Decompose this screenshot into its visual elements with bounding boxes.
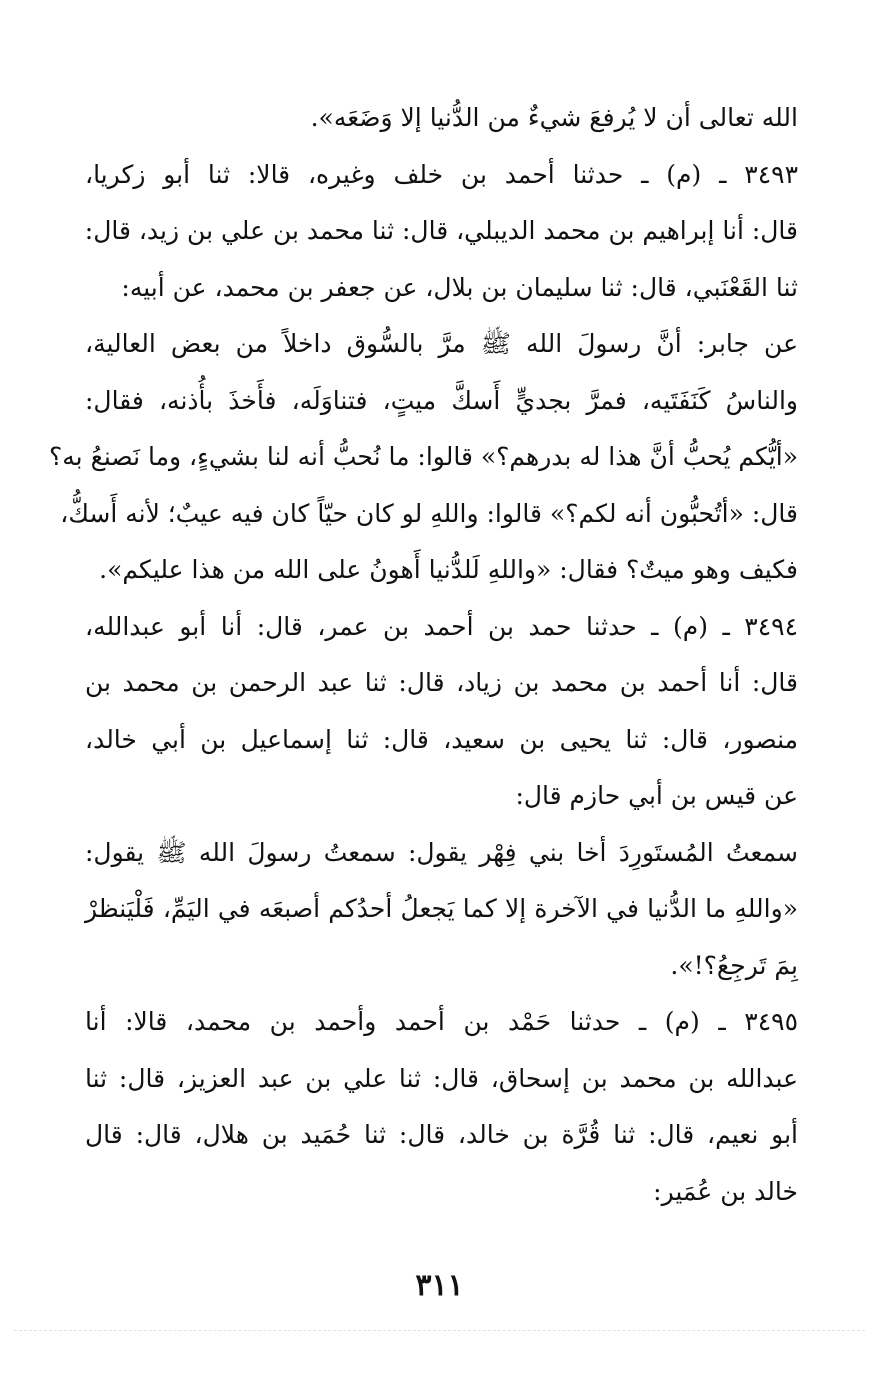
text-line: منصور، قال: ثنا يحيى بن سعيد، قال: ثنا إسماعيل بن أبي خالد، (85, 724, 798, 754)
text-line: عبدالله بن محمد بن إسحاق، قال: ثنا علي بن عبد العزيز، قال: ثنا (85, 1063, 798, 1093)
text-line: قال: أنا أحمد بن محمد بن زياد، قال: ثنا عبد الرحمن بن محمد بن (85, 668, 798, 697)
hadith-3493-heading-line: ٣٤٩٣ ـ (م) ـ حدثنا أحمد بن خلف وغيره، قالا: ثنا أبو زكريا، (85, 159, 798, 189)
text-line: ثنا القَعْنَبي، قال: ثنا سليمان بن بلال، عن جعفر بن محمد، عن أبيه: (121, 272, 798, 302)
text-line: عن قيس بن أبي حازم قال: (515, 781, 798, 810)
text-line: بِمَ تَرجِعُ؟!». (670, 950, 798, 980)
text-line: خالد بن عُمَير: (653, 1176, 798, 1206)
text-line: قال: «أتُحبُّون أنه لكم؟» قالوا: واللهِ لو كان حيّاً كان فيه عيبٌ؛ لأنه أَسكُّ، (60, 498, 798, 528)
page-body-text (49, 90, 798, 1220)
hadith-3494-heading-line: ٣٤٩٤ ـ (م) ـ حدثنا حمد بن أحمد بن عمر، قال: أنا أبو عبدالله، (85, 611, 798, 641)
page-number: ٣١١ (415, 1268, 464, 1303)
text-line: الله تعالى أن لا يُرفعَ شيءٌ من الدُّنيا إلا وَضَعَه». (310, 103, 798, 132)
text-line: فكيف وهو ميتٌ؟ فقال: «واللهِ لَلدُّنيا أَهونُ على الله من هذا عليكم». (99, 555, 798, 584)
text-line: سمعتُ المُستَورِدَ أخا بني فِهْر يقول: سمعتُ رسولَ الله ﷺ يقول: (85, 837, 798, 867)
text-line: أبو نعيم، قال: ثنا قُرَّة بن خالد، قال: ثنا حُمَيد بن هلال، قال: قال (85, 1120, 798, 1149)
text-line: «أيُّكم يُحبُّ أنَّ هذا له بدرهم؟» قالوا: ما نُحبُّ أنه لنا بشيءٍ، وما نَصنعُ به؟ (49, 442, 798, 471)
text-line: قال: أنا إبراهيم بن محمد الديبلي، قال: ثنا محمد بن علي بن زيد، قال: (84, 216, 798, 245)
text-line: والناسُ كَنَفَتَيه، فمرَّ بجديٍّ أَسكَّ ميتٍ، فتناوَلَه، فأَخذَ بأُذنه، فقال: (85, 385, 798, 415)
bottom-rule (14, 1330, 865, 1331)
hadith-3495-heading-line: ٣٤٩٥ ـ (م) ـ حدثنا حَمْد بن أحمد وأحمد بن محمد، قالا: أنا (85, 1007, 798, 1036)
text-line: عن جابر: أنَّ رسولَ الله ﷺ مرَّ بالسُّوق داخلاً من بعض العالية، (85, 329, 798, 358)
text-line: «واللهِ ما الدُّنيا في الآخرة إلا كما يَجعلُ أحدُكم أصبعَه في اليَمِّ، فَلْيَنظرْ (85, 894, 798, 923)
